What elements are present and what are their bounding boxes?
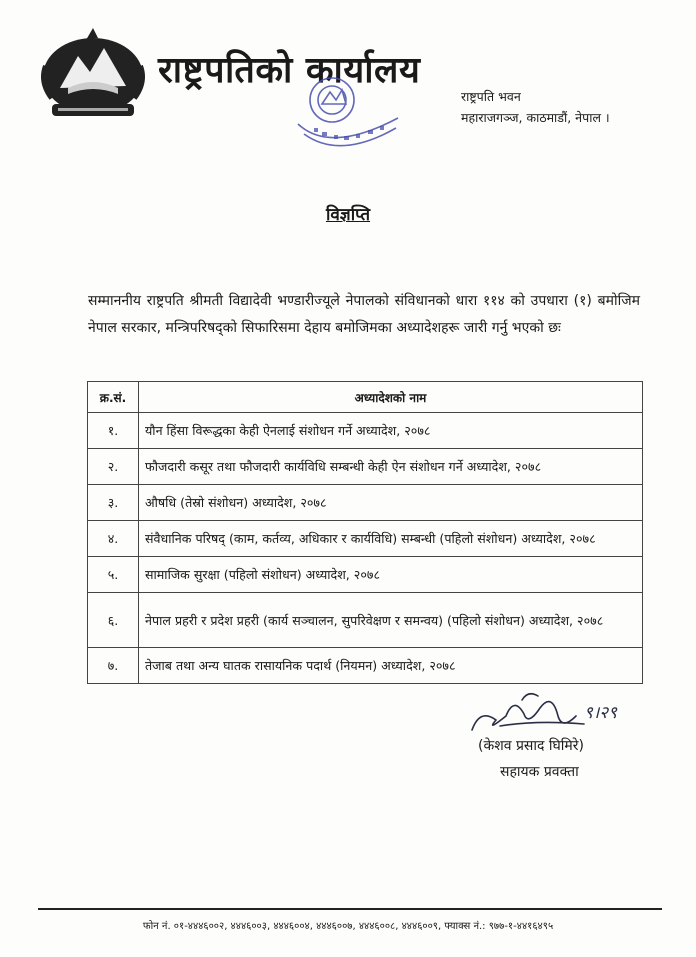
row-ordinance-name: नेपाल प्रहरी र प्रदेश प्रहरी (कार्य सञ्चालन, सुपरिवेक्षण र समन्वय) (पहिलो संशोधन) अध्यादेश, २०७८ xyxy=(139,593,643,648)
footer-divider xyxy=(38,908,662,910)
office-address xyxy=(461,86,610,128)
row-serial: ५. xyxy=(88,557,139,593)
row-ordinance-name: फौजदारी कसूर तथा फौजदारी कार्यविधि सम्बन्धी केही ऐन संशोधन गर्ने अध्यादेश, २०७८ xyxy=(139,449,643,485)
ordinance-table xyxy=(87,381,643,684)
header-serial: क्र.सं. xyxy=(88,382,139,413)
nepal-emblem-icon xyxy=(38,26,148,120)
signer-name: (केशव प्रसाद घिमिरे) xyxy=(478,738,584,754)
table-row xyxy=(88,485,643,521)
footer-contacts: फोन नं. ०१-४४४६००२, ४४४६००३, ४४४६००४, ४४४६००७, ४४४६००८, ४४४६००९, फ्याक्स नं.: ९७७-१-४४१६४९५ xyxy=(142,921,554,932)
row-serial: ७. xyxy=(88,648,139,684)
notice-intro: सम्माननीय राष्ट्रपति श्रीमती विद्यादेवी भण्डारीज्यूले नेपालको संविधानको धारा ११४ को उपधारा (१) बमोजिम नेपाल सरकार, मन्त्रिपरिषद्‌को सिफारिसमा देहाय बमोजिमका अध्यादेशहरू जारी गर्नु भएको छः xyxy=(88,293,640,336)
table-header-row xyxy=(88,382,643,413)
row-serial: ३. xyxy=(88,485,139,521)
row-ordinance-name: सामाजिक सुरक्षा (पहिलो संशोधन) अध्यादेश, २०७८ xyxy=(139,557,643,593)
table-row xyxy=(88,648,643,684)
row-ordinance-name: औषधि (तेस्रो संशोधन) अध्यादेश, २०७८ xyxy=(139,485,643,521)
row-ordinance-name: तेजाब तथा अन्य घातक रासायनिक पदार्थ (नियमन) अध्यादेश, २०७८ xyxy=(139,648,643,684)
table-row xyxy=(88,521,643,557)
table-row xyxy=(88,449,643,485)
signature-date: ९।२९ xyxy=(584,703,617,723)
row-serial: ६. xyxy=(88,593,139,648)
signer-title: सहायक प्रवक्ता xyxy=(500,764,579,780)
address-line-1: राष्ट्रपति भवन xyxy=(461,89,521,104)
row-ordinance-name: यौन हिंसा विरूद्धका केही ऐनलाई संशोधन गर्ने अध्यादेश, २०७८ xyxy=(139,413,643,449)
row-serial: १. xyxy=(88,413,139,449)
office-stamp-icon xyxy=(290,74,402,154)
table-row xyxy=(88,413,643,449)
table-row xyxy=(88,557,643,593)
row-serial: ४. xyxy=(88,521,139,557)
row-ordinance-name: संवैधानिक परिषद् (काम, कर्तव्य, अधिकार र कार्यविधि) सम्बन्धी (पहिलो संशोधन) अध्यादेश, २०७८ xyxy=(139,521,643,557)
header-ordinance-name: अध्यादेशको नाम xyxy=(139,382,643,413)
office-title: राष्ट्रपतिको कार्यालय xyxy=(158,50,421,91)
table-row xyxy=(88,593,643,648)
row-serial: २. xyxy=(88,449,139,485)
handwritten-signature-icon xyxy=(466,686,642,742)
notice-heading: विज्ञप्ति xyxy=(325,205,371,225)
address-line-2: महाराजगञ्ज, काठमाडौं, नेपाल । xyxy=(461,110,610,125)
